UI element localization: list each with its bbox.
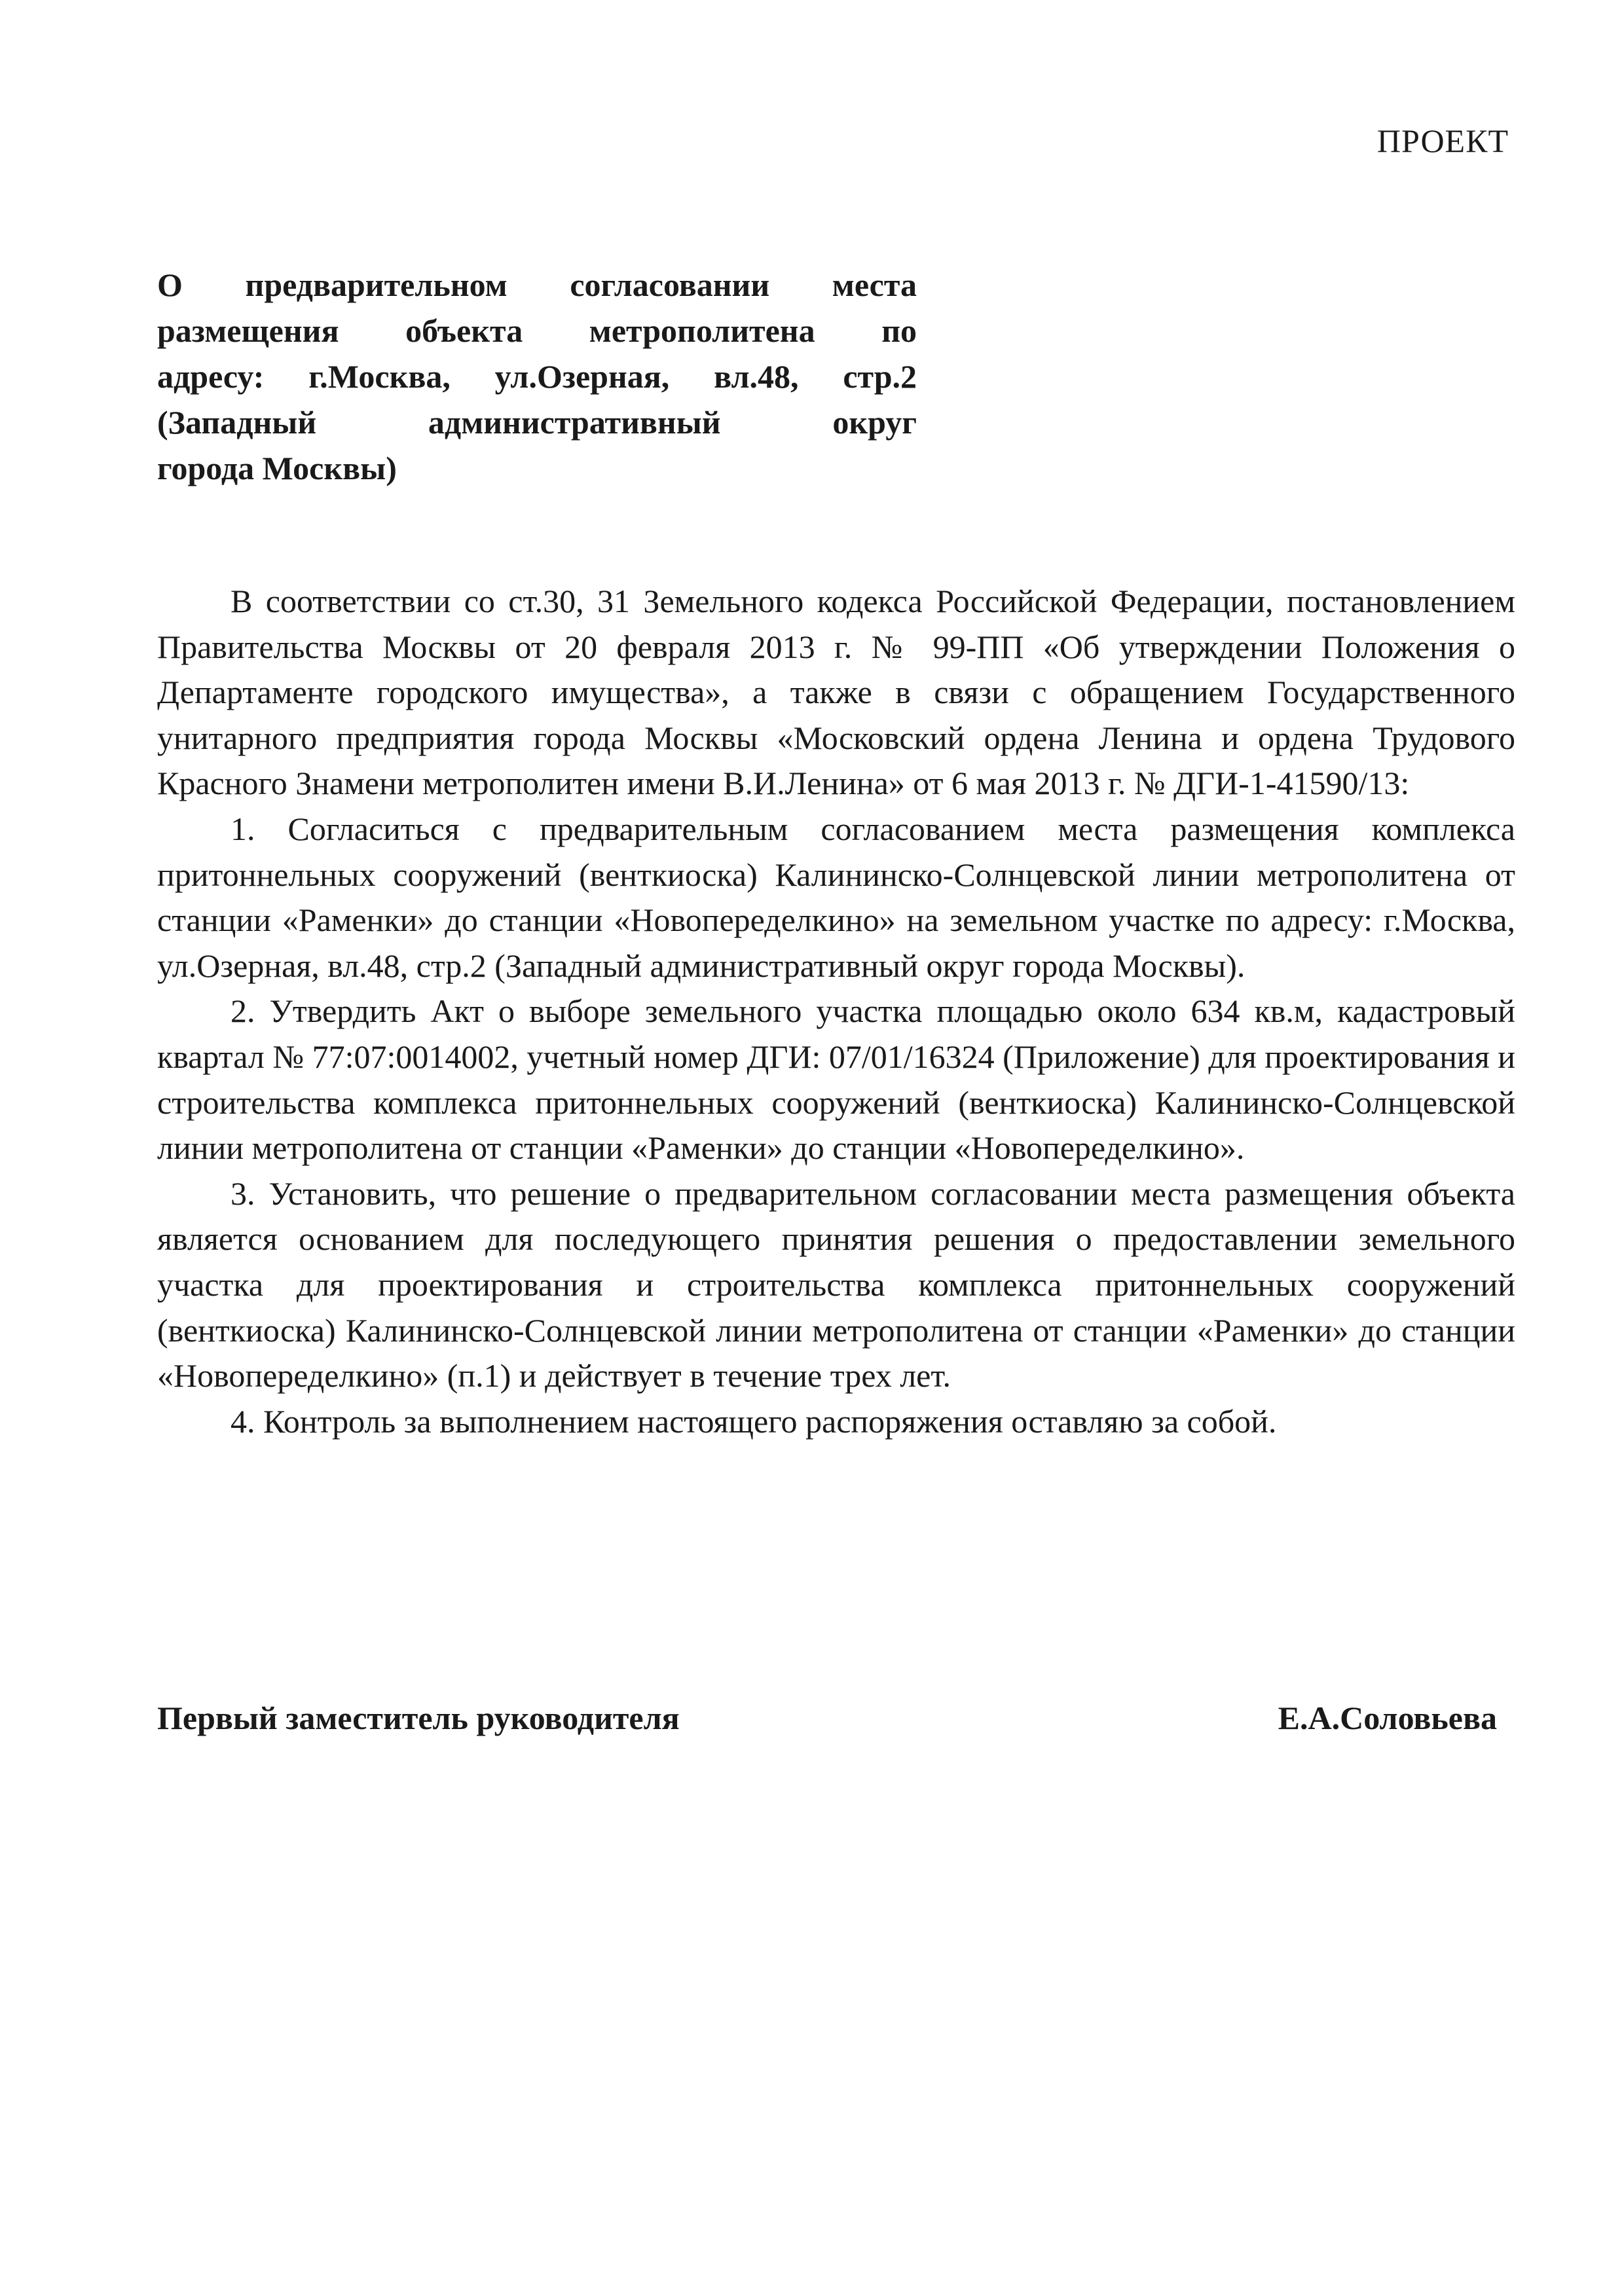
heading-line: (Западный административный округ	[157, 404, 917, 441]
heading-line: размещения объекта метрополитена по	[157, 312, 917, 349]
heading-line: адресу: г.Москва, ул.Озерная, вл.48, стр.2	[157, 358, 917, 395]
signatory-name: Е.А.Соловьева	[1278, 1700, 1497, 1736]
heading-line: города Москвы)	[157, 450, 397, 486]
signatory-position: Первый заместитель руководителя	[157, 1700, 680, 1736]
resolution-item-4: 4. Контроль за выполнением настоящего распоряжения оставляю за собой.	[231, 1402, 1277, 1440]
resolution-item-1: 1. Согласиться с предварительным согласованием места размещения комплекса притоннельных сооружений (венткиоска) Калининско-Солнцевской линии метрополитена от станции «Раменки» до станции «Новопеределкино» на земельном участке по адресу: г.Москва, ул.Озерная, вл.48, стр.2 (Западный административный округ города Москвы).	[157, 810, 1515, 984]
signature-block	[157, 1699, 1497, 1737]
resolution-item-3: 3. Установить, что решение о предварительном согласовании места размещения объекта является основанием для последующего принятия решения о предоставлении земельного участка для проектирования и строительства комплекса притоннельных сооружений (венткиоска) Калининско-Солнцевской линии метрополитена от станции «Раменки» до станции «Новопеределкино» (п.1) и действует в течение трех лет.	[157, 1175, 1515, 1394]
resolution-item-2: 2. Утвердить Акт о выборе земельного участка площадью около 634 кв.м, кадастровый квартал № 77:07:0014002, учетный номер ДГИ: 07/01/16324 (Приложение) для проектирования и строительства комплекса притоннельных сооружений (венткиоска) Калининско-Солнцевской линии метрополитена от станции «Раменки» до станции «Новопеределкино».	[157, 993, 1515, 1167]
heading-line: О предварительном согласовании места	[157, 266, 917, 303]
draft-stamp: ПРОЕКТ	[1376, 122, 1509, 159]
preamble-paragraph: В соответствии со ст.30, 31 Земельного кодекса Российской Федерации, постановлением Правительства Москвы от 20 февраля 2013 г. № 99-ПП «Об утверждении Положения о Департаменте городского имущества», а также в связи с обращением Государственного унитарного предприятия города Москвы «Московский ордена Ленина и ордена Трудового Красного Знамени метрополитен имени В.И.Ленина» от 6 мая 2013 г. № ДГИ-1-41590/13:	[157, 583, 1515, 802]
document-heading	[157, 262, 917, 491]
document-body	[157, 579, 1515, 1444]
